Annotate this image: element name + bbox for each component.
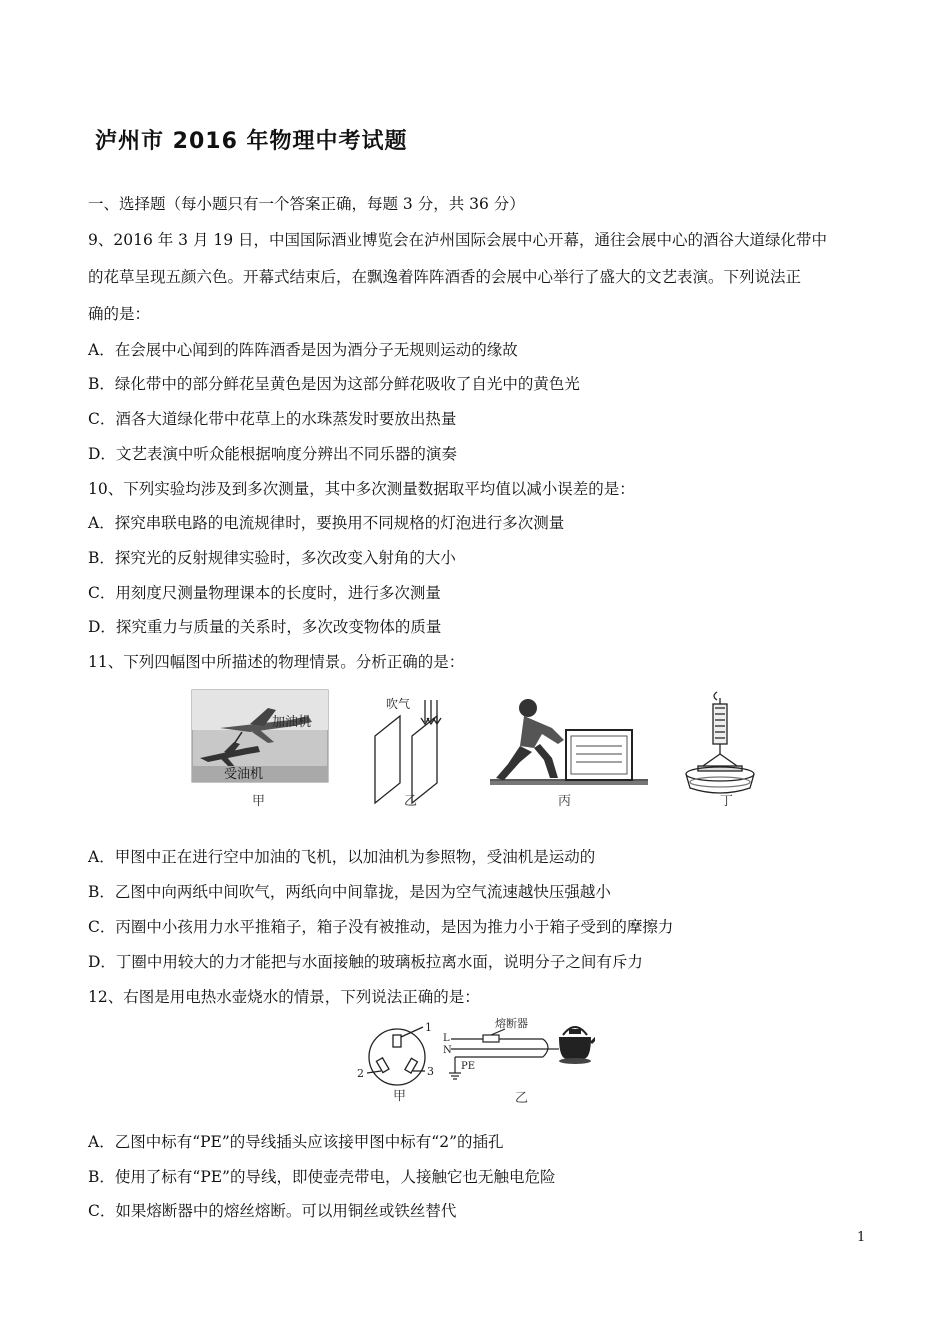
socket-diagram — [367, 1027, 425, 1085]
boy-pushing-box — [490, 699, 648, 785]
socket-hole-3: 3 — [427, 1065, 434, 1078]
section-heading: 一、选择题（每小题只有一个答案正确，每题 3 分，共 36 分） — [88, 195, 525, 213]
fuse-label: 熔断器 — [495, 1017, 528, 1030]
q11-figure — [190, 688, 770, 813]
q10-stem: 10、下列实验均涉及到多次测量，其中多次测量数据取平均值以减小误差的是： — [88, 480, 635, 498]
q9-option-b: B．绿化带中的部分鲜花呈黄色是因为这部分鲜花吸收了自光中的黄色光 — [88, 375, 580, 393]
blow-label: 吹气 — [386, 697, 411, 711]
q12-figure-drawing — [355, 1015, 595, 1100]
q12-option-c: C．如果熔断器中的熔丝熔断。可以用铜丝或铁丝替代 — [88, 1202, 457, 1220]
kettle-icon — [559, 1027, 595, 1064]
q11-option-b: B．乙图中向两纸中间吹气，两纸向中间靠拢，是因为空气流速越快压强越小 — [88, 883, 611, 901]
q12-option-a: A．乙图中标有“PE”的导线插头应该接甲图中标有“2”的插孔 — [88, 1133, 504, 1151]
q9-stem-line-3: 确的是： — [88, 305, 151, 323]
q11-caption-ding: 丁 — [720, 794, 734, 809]
q10-option-a: A．探究串联电路的电流规律时，要换用不同规格的灯泡进行多次测量 — [88, 514, 565, 532]
q11-caption-bing: 丙 — [558, 794, 572, 809]
wire-pe-label: PE — [461, 1061, 476, 1072]
q9-option-d: D．文艺表演中听众能根据响度分辨出不同乐器的演奏 — [88, 445, 457, 463]
q9-stem-line-2: 的花草呈现五颜六色。开幕式结束后，在飘逸着阵阵酒香的会展中心举行了盛大的文艺表演。下列说法正 — [88, 268, 802, 286]
q11-option-d: D．丁圈中用较大的力才能把与水面接触的玻璃板拉离水面，说明分子之间有斥力 — [88, 953, 643, 971]
page-number: 1 — [857, 1230, 866, 1245]
socket-hole-2: 2 — [357, 1067, 364, 1080]
q12-figure — [355, 1015, 595, 1106]
q11-stem: 11、下列四幅图中所描述的物理情景。分析正确的是： — [88, 653, 465, 671]
q11-option-c: C．丙圈中小孩用力水平推箱子，箱子没有被推动，是因为推力小于箱子受到的摩擦力 — [88, 918, 674, 936]
q11-figure-drawing — [190, 688, 770, 813]
q9-option-a: A．在会展中心闻到的阵阵酒香是因为酒分子无规则运动的缘故 — [88, 341, 518, 359]
spring-scale-plate — [686, 692, 754, 793]
receiver-label: 受油机 — [224, 767, 264, 782]
q10-option-d: D．探究重力与质量的关系时，多次改变物体的质量 — [88, 618, 442, 636]
wire-l-label: L — [443, 1033, 450, 1044]
two-papers-diagram — [375, 700, 441, 803]
wire-n-label: N — [443, 1045, 452, 1056]
q11-caption-yi: 乙 — [404, 794, 418, 809]
q11-option-a: A．甲图中正在进行空中加油的飞机，以加油机为参照物，受油机是运动的 — [88, 848, 596, 866]
socket-hole-1: 1 — [425, 1021, 432, 1034]
q10-option-b: B．探究光的反射规律实验时，多次改变入射角的大小 — [88, 549, 456, 567]
q9-option-c: C．酒各大道绿化带中花草上的水珠蒸发时要放出热量 — [88, 410, 457, 428]
q9-stem-line-1: 9、2016 年 3 月 19 日，中国国际酒业博览会在泸州国际会展中心开幕，通往会展中心的酒谷大道绿化带中 — [88, 231, 828, 249]
tanker-label: 加油机 — [272, 715, 312, 730]
q12-caption-yi: 乙 — [515, 1091, 529, 1106]
q12-option-b: B．使用了标有“PE”的导线，即使壶壳带电，人接触它也无触电危险 — [88, 1168, 556, 1186]
q10-option-c: C．用刻度尺测量物理课本的长度时，进行多次测量 — [88, 584, 441, 602]
q11-caption-jia: 甲 — [252, 794, 266, 809]
q12-caption-jia: 甲 — [393, 1089, 407, 1104]
q12-stem: 12、右图是用电热水壶烧水的情景，下列说法正确的是： — [88, 988, 480, 1006]
page-title: 泸州市 2016 年物理中考试题 — [95, 129, 408, 154]
